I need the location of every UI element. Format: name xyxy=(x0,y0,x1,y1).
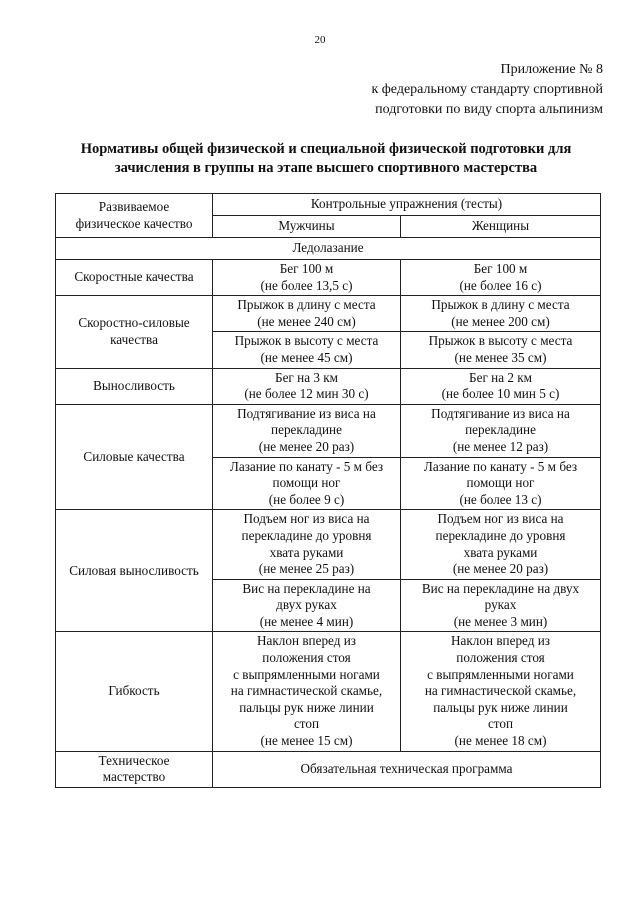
test-line: Бег 100 м xyxy=(473,261,528,276)
men-test-cell xyxy=(213,579,401,632)
table-row xyxy=(56,368,601,404)
appendix-header xyxy=(371,60,603,120)
title-line: Нормативы общей физической и специальной физической подготовки для xyxy=(80,141,572,157)
test-line: с выпрямленными ногами xyxy=(427,666,574,682)
women-test-cell xyxy=(401,579,601,632)
test-line: (не менее 4 мин) xyxy=(259,613,354,629)
test-line: Лазание по канату - 5 м без xyxy=(229,458,384,474)
women-test-cell xyxy=(401,296,601,332)
quality-cell xyxy=(56,260,213,296)
test-line: (не менее 25 раз) xyxy=(258,561,355,577)
test-line: Бег 100 м xyxy=(279,261,334,276)
test-line: (не более 10 мин 5 с) xyxy=(441,386,560,402)
quality-line: Силовые качества xyxy=(83,448,185,464)
test-line: Прыжок в высоту с места xyxy=(234,333,379,349)
women-test-cell xyxy=(401,457,601,510)
appendix-line: Приложение № 8 xyxy=(500,62,603,77)
men-test-cell xyxy=(213,332,401,368)
section-cell: Ледолазание xyxy=(56,238,601,260)
quality-line: Скоростные качества xyxy=(74,269,194,285)
quality-line: мастерство xyxy=(102,769,166,785)
table-row xyxy=(56,510,601,579)
test-line: перекладине xyxy=(465,422,536,438)
test-line: руках xyxy=(484,597,517,613)
quality-cell xyxy=(56,510,213,632)
test-line: Вис на перекладине на xyxy=(242,580,371,596)
test-line: стоп xyxy=(293,716,320,732)
test-line: (не менее 200 см) xyxy=(451,313,550,329)
test-line: (не более 13,5 с) xyxy=(260,277,353,293)
test-line: перекладине до уровня xyxy=(435,527,566,543)
test-line: Вис на перекладине на двух xyxy=(421,580,580,596)
norms-table xyxy=(55,193,601,788)
men-test-cell xyxy=(213,510,401,579)
test-line: (не менее 18 см) xyxy=(454,733,547,749)
test-line: Подтягивание из виса на xyxy=(431,405,570,421)
men-test-cell xyxy=(213,296,401,332)
table-row xyxy=(56,632,601,751)
quality-cell xyxy=(56,296,213,368)
test-line: (не менее 240 см) xyxy=(257,313,356,329)
test-line: (не менее 20 раз) xyxy=(452,561,549,577)
table-row xyxy=(56,260,601,296)
men-test-cell xyxy=(213,260,401,296)
test-line: (не более 9 с) xyxy=(268,491,345,507)
test-line: хвата руками xyxy=(269,544,344,560)
test-line: (не менее 3 мин) xyxy=(453,613,548,629)
test-line: двух руках xyxy=(276,597,337,613)
test-line: на гимнастической скамье, xyxy=(424,683,577,699)
header-women-cell: Женщины xyxy=(401,216,601,238)
document-title xyxy=(52,140,600,178)
men-test-cell xyxy=(213,404,401,457)
test-line: (не более 13 с) xyxy=(459,491,542,507)
appendix-line: подготовки по виду спорта альпинизм xyxy=(375,102,603,117)
page-number: 20 xyxy=(314,34,326,46)
header-tests-cell: Контрольные упражнения (тесты) xyxy=(213,194,601,216)
section-row xyxy=(56,238,601,260)
women-test-cell xyxy=(401,404,601,457)
test-line: Подтягивание из виса на xyxy=(237,405,376,421)
quality-cell xyxy=(56,751,213,787)
test-line: Лазание по канату - 5 м без xyxy=(423,458,578,474)
women-test-cell xyxy=(401,510,601,579)
men-test-cell xyxy=(213,632,401,751)
test-line: Наклон вперед из xyxy=(257,633,356,649)
women-test-cell xyxy=(401,260,601,296)
test-line: Бег на 2 км xyxy=(469,369,532,385)
test-line: (не менее 15 см) xyxy=(260,733,353,749)
test-line: положения стоя xyxy=(456,650,545,666)
appendix-line: к федеральному стандарту спортивной xyxy=(371,82,603,97)
test-line: хвата руками xyxy=(463,544,538,560)
test-line: перекладине до уровня xyxy=(241,527,372,543)
header-quality-line: физическое качество xyxy=(75,215,193,231)
header-men-cell: Мужчины xyxy=(213,216,401,238)
header-quality-line: Развиваемое xyxy=(98,198,170,214)
test-line: перекладине xyxy=(271,422,342,438)
test-line: (не более 16 с) xyxy=(459,277,542,293)
header-quality-cell xyxy=(56,194,213,238)
quality-line: Скоростно-силовые xyxy=(78,315,190,331)
test-line: пальцы рук ниже линии xyxy=(239,699,374,715)
quality-cell xyxy=(56,632,213,751)
test-line: (не менее 45 см) xyxy=(260,349,353,365)
women-test-cell xyxy=(401,368,601,404)
men-test-cell xyxy=(213,457,401,510)
test-line: помощи ног xyxy=(272,475,341,491)
quality-line: Выносливость xyxy=(93,377,175,393)
test-line: помощи ног xyxy=(466,475,535,491)
quality-cell xyxy=(56,368,213,404)
test-line: Прыжок в длину с места xyxy=(431,297,570,313)
table-row xyxy=(56,296,601,332)
women-test-cell xyxy=(401,632,601,751)
table-row xyxy=(56,404,601,457)
quality-cell xyxy=(56,404,213,510)
test-line: Бег на 3 км xyxy=(275,369,338,385)
women-test-cell xyxy=(401,332,601,368)
norms-table-body xyxy=(56,194,601,788)
technical-program-cell: Обязательная техническая программа xyxy=(213,751,601,787)
test-line: Подъем ног из виса на xyxy=(437,511,564,527)
test-line: (не менее 12 раз) xyxy=(452,438,549,454)
quality-line: Гибкость xyxy=(108,683,160,699)
test-line: (не менее 20 раз) xyxy=(258,438,355,454)
test-line: с выпрямленными ногами xyxy=(233,666,380,682)
test-line: на гимнастической скамье, xyxy=(230,683,383,699)
title-line: зачисления в группы на этапе высшего спортивного мастерства xyxy=(114,160,538,176)
quality-line: Техническое xyxy=(98,752,170,768)
test-line: Наклон вперед из xyxy=(451,633,550,649)
test-line: Прыжок в длину с места xyxy=(237,297,376,313)
men-test-cell xyxy=(213,368,401,404)
quality-line: Силовая выносливость xyxy=(69,562,199,578)
test-line: положения стоя xyxy=(262,650,351,666)
test-line: стоп xyxy=(487,716,514,732)
table-row xyxy=(56,751,601,787)
test-line: (не более 12 мин 30 с) xyxy=(244,386,369,402)
test-line: пальцы рук ниже линии xyxy=(433,699,568,715)
quality-line: качества xyxy=(110,331,158,347)
header-row xyxy=(56,194,601,216)
test-line: (не менее 35 см) xyxy=(454,349,547,365)
test-line: Подъем ног из виса на xyxy=(243,511,370,527)
test-line: Прыжок в высоту с места xyxy=(428,333,573,349)
